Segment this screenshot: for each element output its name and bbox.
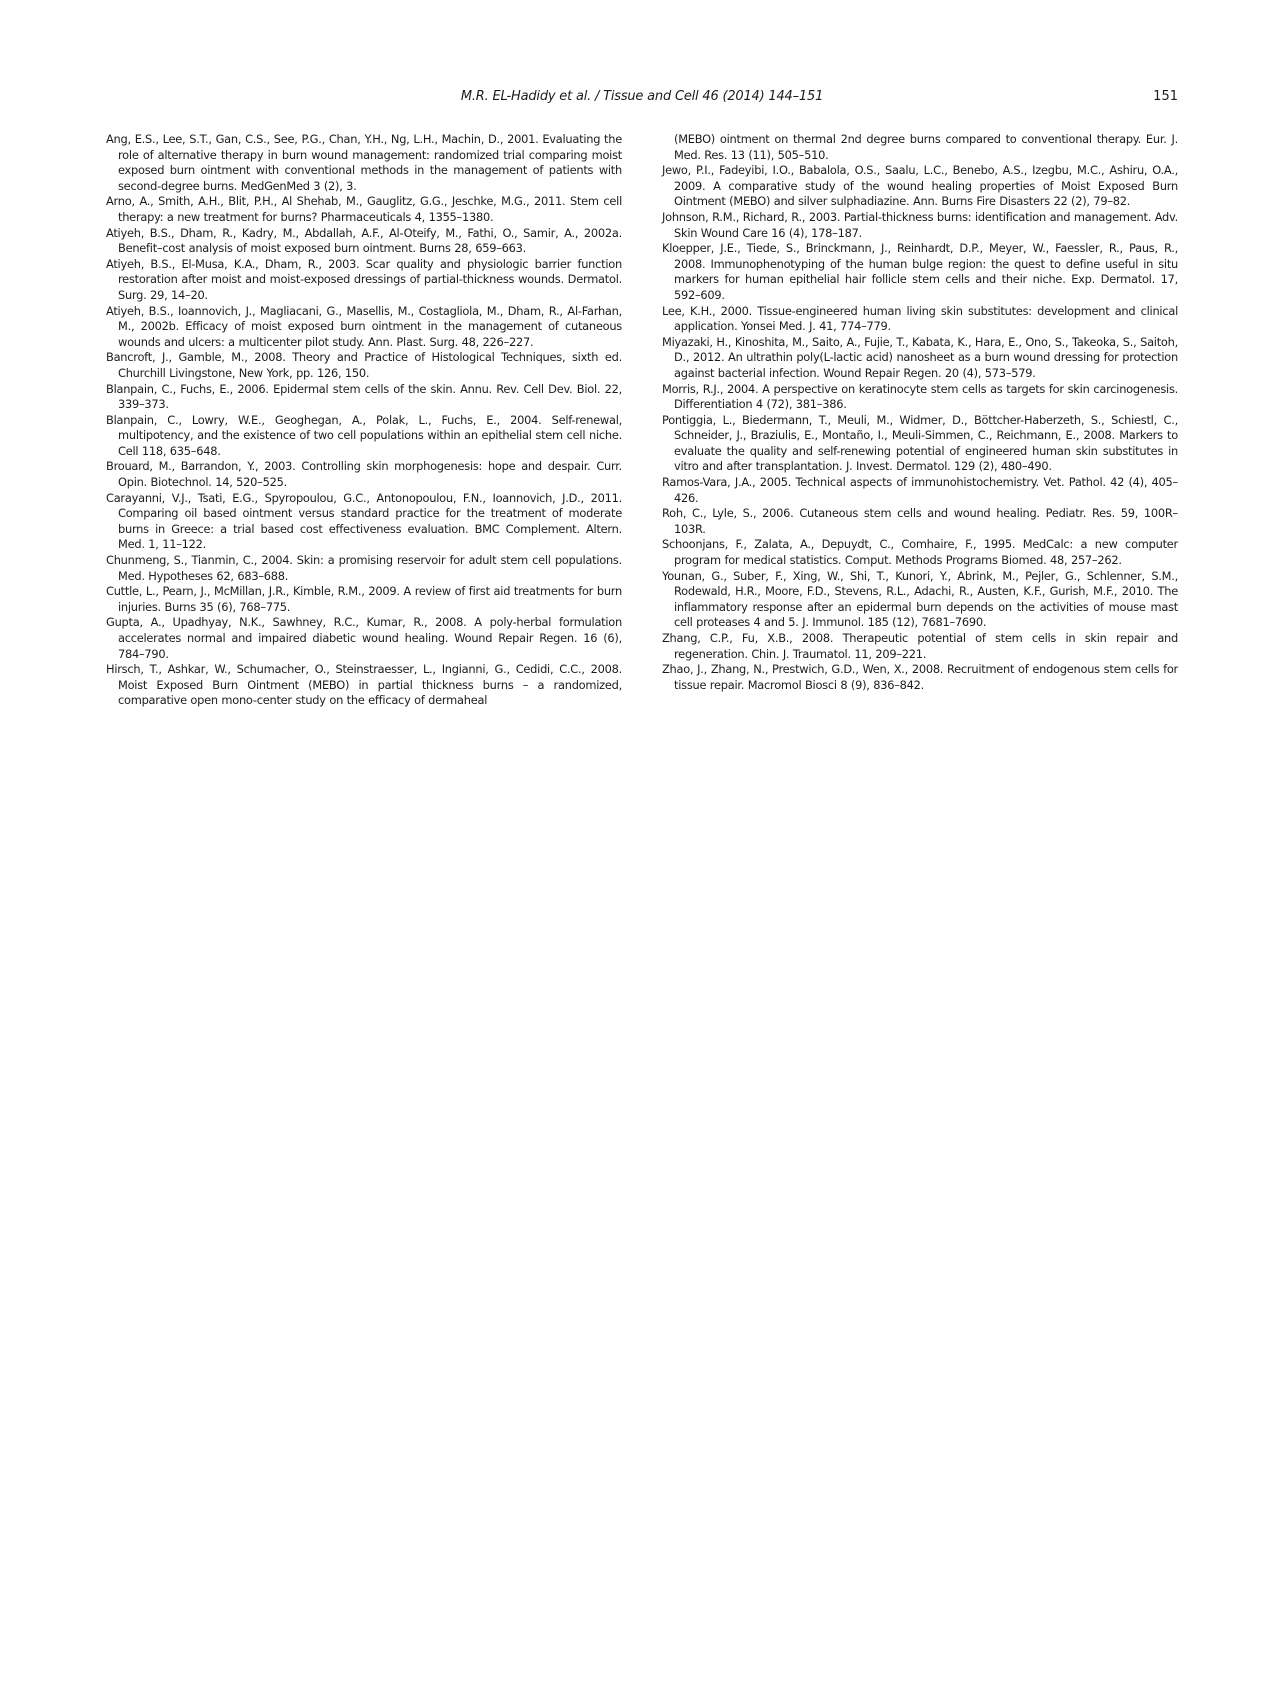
reference-entry: Schoonjans, F., Zalata, A., Depuydt, C., Comhaire, F., 1995. MedCalc: a new computer program for medical statistics. Comput. Methods Programs Biomed. 48, 257–262.: [662, 537, 1178, 568]
reference-entry: Carayanni, V.J., Tsati, E.G., Spyropoulou, G.C., Antonopoulou, F.N., Ioannovich, J.D., 2011. Comparing oil based ointment versus standard practice for the treatment of moderate burns in Greece: a trial based cost effectiveness evaluation. BMC Complement. Altern. Med. 1, 11–122.: [106, 490, 622, 552]
reference-entry: Ramos-Vara, J.A., 2005. Technical aspects of immunohistochemistry. Vet. Pathol. 42 (4), 405–426.: [662, 475, 1178, 505]
reference-column-left: [106, 132, 622, 709]
reference-entry: Younan, G., Suber, F., Xing, W., Shi, T., Kunori, Y., Abrink, M., Pejler, G., Schlenner, S.M., Rodewald, H.R., Moore, F.D., Stevens, R.L., Adachi, R., Austen, K.F., Gurish, M.F., 2010. The inflammatory response after an epidermal burn depends on the activities of mouse mast cell proteases 4 and 5. J. Immunol. 185 (12), 7681–7690.: [662, 568, 1178, 630]
running-head: M.R. EL-Hadidy et al. / Tissue and Cell 46 (2014) 144–151: [460, 89, 824, 104]
reference-entry: Hirsch, T., Ashkar, W., Schumacher, O., Steinstraesser, L., Ingianni, G., Cedidi, C.C., 2008. Moist Exposed Burn Ointment (MEBO) in partial thickness burns – a randomized, comparative open mono-center study on the efficacy of dermaheal: [106, 662, 622, 708]
reference-column-right: [662, 132, 1178, 709]
reference-entry: Morris, R.J., 2004. A perspective on keratinocyte stem cells as targets for skin carcinogenesis. Differentiation 4 (72), 381–386.: [662, 381, 1178, 412]
reference-entry: Chunmeng, S., Tianmin, C., 2004. Skin: a promising reservoir for adult stem cell populations. Med. Hypotheses 62, 683–688.: [106, 553, 622, 583]
reference-list: [106, 132, 1178, 709]
reference-entry: Cuttle, L., Pearn, J., McMillan, J.R., Kimble, R.M., 2009. A review of first aid treatments for burn injuries. Burns 35 (6), 768–775.: [106, 584, 622, 614]
reference-entry-continuation: (MEBO) ointment on thermal 2nd degree burns compared to conventional therapy. Eur. J. Med. Res. 13 (11), 505–510.: [674, 132, 1178, 162]
reference-entry: Zhao, J., Zhang, N., Prestwich, G.D., Wen, X., 2008. Recruitment of endogenous stem cells for tissue repair. Macromol Biosci 8 (9), 836–842.: [662, 662, 1178, 692]
reference-entry: Atiyeh, B.S., Ioannovich, J., Magliacani, G., Masellis, M., Costagliola, M., Dham, R., Al-Farhan, M., 2002b. Efficacy of moist exposed burn ointment in the management of cutaneous wounds and ulcers: a multicenter pilot study. Ann. Plast. Surg. 48, 226–227.: [106, 303, 622, 349]
reference-entry: Brouard, M., Barrandon, Y., 2003. Controlling skin morphogenesis: hope and despair. Curr. Opin. Biotechnol. 14, 520–525.: [106, 459, 622, 490]
reference-entry: Roh, C., Lyle, S., 2006. Cutaneous stem cells and wound healing. Pediatr. Res. 59, 100R–103R.: [662, 506, 1178, 536]
page-header: [106, 88, 1178, 112]
reference-entry: Miyazaki, H., Kinoshita, M., Saito, A., Fujie, T., Kabata, K., Hara, E., Ono, S., Takeoka, S., Saitoh, D., 2012. An ultrathin poly(L-lactic acid) nanosheet as a burn wound dressing for protection against bacterial infection. Wound Repair Regen. 20 (4), 573–579.: [662, 334, 1178, 380]
reference-entry: Pontiggia, L., Biedermann, T., Meuli, M., Widmer, D., Böttcher-Haberzeth, S., Schiestl, C., Schneider, J., Braziulis, E., Montaño, I., Meuli-Simmen, C., Reichmann, E., 2008. Markers to evaluate the quality and self-renewing potential of engineered human skin substitutes in vitro and after transplantation. J. Invest. Dermatol. 129 (2), 480–490.: [662, 412, 1178, 474]
reference-entry: Atiyeh, B.S., Dham, R., Kadry, M., Abdallah, A.F., Al-Oteify, M., Fathi, O., Samir, A., 2002a. Benefit–cost analysis of moist exposed burn ointment. Burns 28, 659–663.: [106, 225, 622, 256]
reference-entry: Gupta, A., Upadhyay, N.K., Sawhney, R.C., Kumar, R., 2008. A poly-herbal formulation accelerates normal and impaired diabetic wound healing. Wound Repair Regen. 16 (6), 784–790.: [106, 615, 622, 661]
reference-entry: Arno, A., Smith, A.H., Blit, P.H., Al Shehab, M., Gauglitz, G.G., Jeschke, M.G., 2011. Stem cell therapy: a new treatment for burns? Pharmaceuticals 4, 1355–1380.: [106, 194, 622, 224]
reference-entry: Jewo, P.I., Fadeyibi, I.O., Babalola, O.S., Saalu, L.C., Benebo, A.S., Izegbu, M.C., Ashiru, O.A., 2009. A comparative study of the wound healing properties of Moist Exposed Burn Ointment (MEBO) and silver sulphadiazine. Ann. Burns Fire Disasters 22 (2), 79–82.: [662, 163, 1178, 209]
reference-entry: Blanpain, C., Lowry, W.E., Geoghegan, A., Polak, L., Fuchs, E., 2004. Self-renewal, multipotency, and the existence of two cell populations within an epithelial stem cell niche. Cell 118, 635–648.: [106, 412, 622, 458]
reference-entry: Lee, K.H., 2000. Tissue-engineered human living skin substitutes: development and clinical application. Yonsei Med. J. 41, 774–779.: [662, 303, 1178, 334]
page-number: 151: [1153, 89, 1178, 104]
reference-entry: Atiyeh, B.S., El-Musa, K.A., Dham, R., 2003. Scar quality and physiologic barrier function restoration after moist and moist-exposed dressings of partial-thickness wounds. Dermatol. Surg. 29, 14–20.: [106, 256, 622, 302]
reference-entry: Ang, E.S., Lee, S.T., Gan, C.S., See, P.G., Chan, Y.H., Ng, L.H., Machin, D., 2001. Evaluating the role of alternative therapy in burn wound management: randomized trial comparing moist exposed burn ointment with conventional methods in the management of patients with second-degree burns. MedGenMed 3 (2), 3.: [106, 132, 622, 193]
reference-entry: Kloepper, J.E., Tiede, S., Brinckmann, J., Reinhardt, D.P., Meyer, W., Faessler, R., Paus, R., 2008. Immunophenotyping of the human bulge region: the quest to define useful in situ markers for human epithelial hair follicle stem cells and their niche. Exp. Dermatol. 17, 592–609.: [662, 241, 1178, 302]
reference-entry: Zhang, C.P., Fu, X.B., 2008. Therapeutic potential of stem cells in skin repair and regeneration. Chin. J. Traumatol. 11, 209–221.: [662, 631, 1178, 661]
reference-entry: Bancroft, J., Gamble, M., 2008. Theory and Practice of Histological Techniques, sixth ed. Churchill Livingstone, New York, pp. 126, 150.: [106, 350, 622, 380]
reference-entry: Johnson, R.M., Richard, R., 2003. Partial-thickness burns: identification and management. Adv. Skin Wound Care 16 (4), 178–187.: [662, 209, 1178, 240]
reference-entry: Blanpain, C., Fuchs, E., 2006. Epidermal stem cells of the skin. Annu. Rev. Cell Dev. Biol. 22, 339–373.: [106, 381, 622, 412]
